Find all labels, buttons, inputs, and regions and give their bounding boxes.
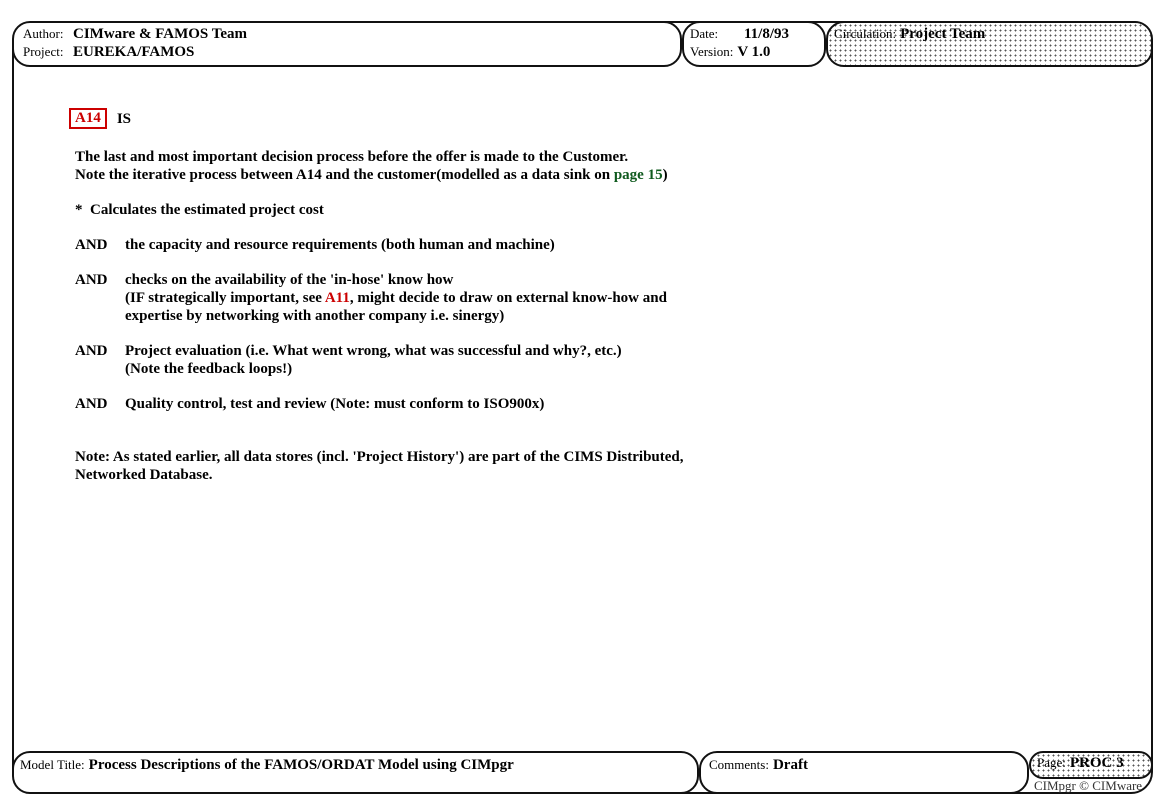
page-number-box bbox=[1029, 751, 1153, 779]
and-keyword: AND bbox=[75, 343, 108, 359]
intro-line-1: The last and most important decision process before the offer is made to the Customer. bbox=[75, 149, 629, 165]
model-title-label: Model Title: bbox=[20, 757, 85, 772]
comments-box bbox=[699, 751, 1029, 794]
circulation-row bbox=[834, 25, 1143, 43]
and-body bbox=[125, 395, 835, 413]
process-description bbox=[75, 108, 835, 484]
process-heading bbox=[69, 108, 835, 129]
and-body bbox=[125, 236, 835, 254]
and-item-capacity bbox=[75, 236, 835, 254]
comments-label: Comments: bbox=[709, 757, 769, 772]
circulation-label: Circulation: bbox=[834, 26, 897, 41]
author-project-box bbox=[12, 21, 682, 67]
author-value: CIMware & FAMOS Team bbox=[73, 26, 248, 42]
page-15-link[interactable]: page 15 bbox=[613, 167, 663, 183]
and-keyword: AND bbox=[75, 272, 108, 288]
and-line: (Note the feedback loops!) bbox=[125, 361, 293, 377]
and-body bbox=[125, 271, 835, 325]
note-line-2: Networked Database. bbox=[75, 467, 213, 483]
intro-line-2-close: ) bbox=[662, 167, 668, 183]
date-row bbox=[690, 25, 816, 43]
process-is-label: IS bbox=[116, 110, 132, 127]
comments-value: Draft bbox=[772, 757, 808, 773]
author-row bbox=[23, 25, 672, 43]
and-line: expertise by networking with another company i.e. sinergy) bbox=[125, 308, 505, 324]
and-line: the capacity and resource requirements (both human and machine) bbox=[125, 237, 555, 253]
bullet-text: Calculates the estimated project cost bbox=[90, 202, 324, 218]
copyright-text: CIMpgr © CIMware bbox=[1034, 778, 1143, 793]
and-keyword: AND bbox=[75, 396, 108, 412]
project-value: EUREKA/FAMOS bbox=[73, 44, 195, 60]
date-label: Date: bbox=[690, 26, 719, 41]
project-label: Project: bbox=[23, 44, 64, 59]
page-label: Page: bbox=[1037, 755, 1066, 770]
circulation-value: Project Team bbox=[900, 26, 986, 42]
note-paragraph bbox=[75, 448, 835, 484]
and-line-text: (IF strategically important, see bbox=[125, 290, 325, 306]
asterisk-icon: * bbox=[75, 202, 83, 218]
page-value: PROC 3 bbox=[1069, 755, 1124, 771]
date-version-box bbox=[682, 21, 826, 67]
author-label: Author: bbox=[23, 26, 64, 41]
bullet-item bbox=[75, 201, 835, 219]
intro-line-2 bbox=[75, 166, 835, 184]
and-line bbox=[125, 289, 835, 307]
and-item-availability bbox=[75, 271, 835, 325]
and-item-quality bbox=[75, 395, 835, 413]
and-line: checks on the availability of the 'in-hose' know how bbox=[125, 272, 454, 288]
page-row bbox=[1037, 754, 1143, 772]
note-line-1: Note: As stated earlier, all data stores (incl. 'Project History') are part of the CIMS Distributed, bbox=[75, 449, 684, 465]
intro-paragraph bbox=[75, 148, 835, 184]
process-id-badge[interactable]: A14 bbox=[69, 108, 107, 129]
version-value: V 1.0 bbox=[737, 44, 771, 60]
project-row bbox=[23, 43, 672, 61]
a11-link[interactable]: A11 bbox=[324, 290, 350, 306]
intro-line-2-text: Note the iterative process between A14 and the customer(modelled as a data sink on bbox=[75, 167, 614, 183]
version-row bbox=[690, 43, 816, 61]
comments-row bbox=[709, 756, 1019, 774]
circulation-box bbox=[826, 21, 1153, 67]
and-line-text: , might decide to draw on external know-how and bbox=[349, 290, 667, 306]
model-title-box bbox=[12, 751, 699, 794]
version-label: Version: bbox=[690, 44, 734, 59]
and-item-evaluation bbox=[75, 342, 835, 378]
and-body bbox=[125, 342, 835, 378]
date-value: 11/8/93 bbox=[744, 26, 790, 42]
and-line: Quality control, test and review (Note: must conform to ISO900x) bbox=[125, 396, 545, 412]
model-title-value: Process Descriptions of the FAMOS/ORDAT Model using CIMpgr bbox=[88, 757, 514, 773]
and-keyword: AND bbox=[75, 237, 108, 253]
and-line: Project evaluation (i.e. What went wrong, what was successful and why?, etc.) bbox=[125, 343, 622, 359]
model-title-row bbox=[20, 756, 689, 774]
